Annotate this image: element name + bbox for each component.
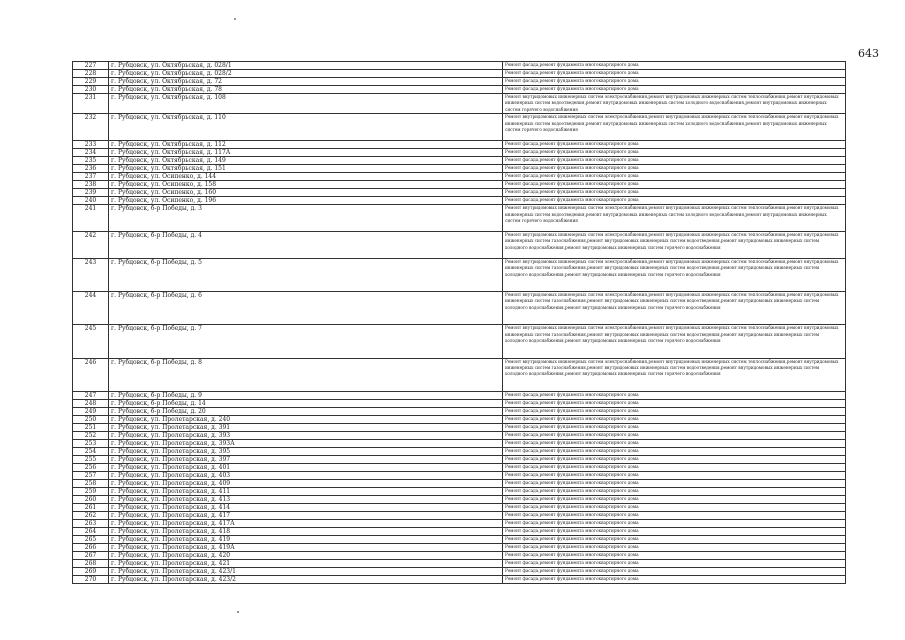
table-row (73, 358, 846, 391)
address-cell: г. Рубцовск, б-р Победы, д. 9 (109, 391, 503, 399)
address-cell: г. Рубцовск, ул. Пролетарская, д. 414 (109, 503, 503, 511)
repair-works-cell: Ремонт фасада,ремонт фундамента многоквартирного дома (503, 141, 846, 149)
table-row (73, 292, 846, 325)
table-row (73, 487, 846, 495)
row-number: 237 (73, 173, 109, 181)
table-row (73, 551, 846, 559)
repair-works-cell: Ремонт внутридомовых инженерных систем электроснабжения,ремонт внутридомовых инженерных систем теплоснабжения,ремонт внутридомовых инженерных систем водоотведения,ремонт внутридомовых инженерных систем холодного водоснабжения,ремонт внутридомовых инженерных систем горячего водоснабжения (503, 205, 846, 232)
table-row (73, 415, 846, 423)
repair-works-cell: Ремонт фасада,ремонт фундамента многоквартирного дома (503, 149, 846, 157)
address-cell: г. Рубцовск, ул. Октябрьская, д. 108 (109, 94, 503, 114)
address-cell: г. Рубцовск, ул. Пролетарская, д. 391 (109, 423, 503, 431)
table-row (73, 495, 846, 503)
table-row (73, 114, 846, 141)
row-number: 254 (73, 447, 109, 455)
table-row (73, 455, 846, 463)
row-number: 266 (73, 543, 109, 551)
address-cell: г. Рубцовск, ул. Пролетарская, д. 417А (109, 519, 503, 527)
address-cell: г. Рубцовск, ул. Осипенко, д. 158 (109, 181, 503, 189)
address-cell: г. Рубцовск, ул. Октябрьская, д. 117А (109, 149, 503, 157)
page-number: 643 (858, 47, 879, 60)
row-number: 253 (73, 439, 109, 447)
row-number: 244 (73, 292, 109, 325)
repair-works-cell: Ремонт фасада,ремонт фундамента многоквартирного дома (503, 173, 846, 181)
repair-works-cell: Ремонт фасада,ремонт фундамента многоквартирного дома (503, 567, 846, 575)
table-row (73, 431, 846, 439)
table-row (73, 86, 846, 94)
row-number: 259 (73, 487, 109, 495)
repair-works-cell: Ремонт фасада,ремонт фундамента многоквартирного дома (503, 62, 846, 70)
table-row (73, 439, 846, 447)
address-cell: г. Рубцовск, ул. Пролетарская, д. 419А (109, 543, 503, 551)
address-cell: г. Рубцовск, ул. Октябрьская, д. 78 (109, 86, 503, 94)
table-row (73, 189, 846, 197)
address-cell: г. Рубцовск, ул. Октябрьская, д. 028/2 (109, 70, 503, 78)
address-cell: г. Рубцовск, ул. Пролетарская, д. 419 (109, 535, 503, 543)
address-cell: г. Рубцовск, ул. Октябрьская, д. 151 (109, 165, 503, 173)
table-row (73, 399, 846, 407)
address-cell: г. Рубцовск, ул. Пролетарская, д. 423/1 (109, 567, 503, 575)
repair-works-cell: Ремонт фасада,ремонт фундамента многоквартирного дома (503, 519, 846, 527)
repair-works-cell: Ремонт внутридомовых инженерных систем электроснабжения,ремонт внутридомовых инженерных систем теплоснабжения,ремонт внутридомовых инженерных систем газоснабжения,ремонт внутридомовых инженерных систем водоотведения,ремонт внутридомовых инженерных систем холодного водоснабжения,ремонт внутридомовых инженерных систем горячего водоснабжения (503, 292, 846, 325)
repair-works-cell: Ремонт фасада,ремонт фундамента многоквартирного дома (503, 407, 846, 415)
address-cell: г. Рубцовск, ул. Пролетарская, д. 421 (109, 559, 503, 567)
repair-works-cell: Ремонт внутридомовых инженерных систем электроснабжения,ремонт внутридомовых инженерных систем теплоснабжения,ремонт внутридомовых инженерных систем газоснабжения,ремонт внутридомовых инженерных систем водоотведения,ремонт внутридомовых инженерных систем холодного водоснабжения,ремонт внутридомовых инженерных систем горячего водоснабжения (503, 258, 846, 291)
address-cell: г. Рубцовск, ул. Пролетарская, д. 420 (109, 551, 503, 559)
row-number: 255 (73, 455, 109, 463)
address-cell: г. Рубцовск, ул. Пролетарская, д. 393 (109, 431, 503, 439)
address-cell: г. Рубцовск, ул. Пролетарская, д. 423/2 (109, 575, 503, 583)
table-row (73, 543, 846, 551)
address-cell: г. Рубцовск, б-р Победы, д. 7 (109, 325, 503, 358)
table-row (73, 407, 846, 415)
row-number: 232 (73, 114, 109, 141)
repair-works-cell: Ремонт фасада,ремонт фундамента многоквартирного дома (503, 487, 846, 495)
address-cell: г. Рубцовск, б-р Победы, д. 14 (109, 399, 503, 407)
table-row (73, 479, 846, 487)
address-cell: г. Рубцовск, ул. Осипенко, д. 160 (109, 189, 503, 197)
repair-works-cell: Ремонт фасада,ремонт фундамента многоквартирного дома (503, 527, 846, 535)
table-row (73, 157, 846, 165)
repair-works-cell: Ремонт фасада,ремонт фундамента многоквартирного дома (503, 197, 846, 205)
row-number: 249 (73, 407, 109, 415)
repair-works-cell: Ремонт фасада,ремонт фундамента многоквартирного дома (503, 455, 846, 463)
address-cell: г. Рубцовск, ул. Октябрьская, д. 72 (109, 78, 503, 86)
row-number: 235 (73, 157, 109, 165)
table-row (73, 503, 846, 511)
scan-speck (237, 611, 239, 613)
row-number: 250 (73, 415, 109, 423)
row-number: 241 (73, 205, 109, 232)
row-number: 256 (73, 463, 109, 471)
row-number: 257 (73, 471, 109, 479)
repair-works-cell: Ремонт фасада,ремонт фундамента многоквартирного дома (503, 431, 846, 439)
table-row (73, 559, 846, 567)
table-row (73, 567, 846, 575)
repair-works-cell: Ремонт фасада,ремонт фундамента многоквартирного дома (503, 391, 846, 399)
repair-works-cell: Ремонт фасада,ремонт фундамента многоквартирного дома (503, 70, 846, 78)
row-number: 233 (73, 141, 109, 149)
address-cell: г. Рубцовск, ул. Пролетарская, д. 401 (109, 463, 503, 471)
row-number: 263 (73, 519, 109, 527)
table-row (73, 391, 846, 399)
repair-works-cell: Ремонт внутридомовых инженерных систем электроснабжения,ремонт внутридомовых инженерных систем теплоснабжения,ремонт внутридомовых инженерных систем газоснабжения,ремонт внутридомовых инженерных систем водоотведения,ремонт внутридомовых инженерных систем холодного водоснабжения,ремонт внутридомовых инженерных систем горячего водоснабжения (503, 325, 846, 358)
row-number: 261 (73, 503, 109, 511)
address-cell: г. Рубцовск, ул. Осипенко, д. 196 (109, 197, 503, 205)
repair-works-cell: Ремонт внутридомовых инженерных систем электроснабжения,ремонт внутридомовых инженерных систем теплоснабжения,ремонт внутридомовых инженерных систем водоотведения,ремонт внутридомовых инженерных систем холодного водоснабжения,ремонт внутридомовых инженерных систем горячего водоснабжения (503, 114, 846, 141)
address-cell: г. Рубцовск, б-р Победы, д. 6 (109, 292, 503, 325)
scan-speck (234, 18, 236, 20)
table-row (73, 62, 846, 70)
table-row (73, 205, 846, 232)
table-row (73, 173, 846, 181)
row-number: 264 (73, 527, 109, 535)
row-number: 246 (73, 358, 109, 391)
table-row (73, 535, 846, 543)
repair-works-cell: Ремонт фасада,ремонт фундамента многоквартирного дома (503, 551, 846, 559)
repair-works-cell: Ремонт фасада,ремонт фундамента многоквартирного дома (503, 165, 846, 173)
repair-works-cell: Ремонт внутридомовых инженерных систем электроснабжения,ремонт внутридомовых инженерных систем теплоснабжения,ремонт внутридомовых инженерных систем водоотведения,ремонт внутридомовых инженерных систем холодного водоснабжения,ремонт внутридомовых инженерных систем горячего водоснабжения (503, 94, 846, 114)
row-number: 270 (73, 575, 109, 583)
repair-works-cell: Ремонт фасада,ремонт фундамента многоквартирного дома (503, 447, 846, 455)
table-row (73, 165, 846, 173)
repair-works-cell: Ремонт фасада,ремонт фундамента многоквартирного дома (503, 78, 846, 86)
repair-works-cell: Ремонт фасада,ремонт фундамента многоквартирного дома (503, 463, 846, 471)
address-cell: г. Рубцовск, ул. Осипенко, д. 144 (109, 173, 503, 181)
row-number: 229 (73, 78, 109, 86)
address-cell: г. Рубцовск, ул. Пролетарская, д. 393А (109, 439, 503, 447)
address-cell: г. Рубцовск, ул. Пролетарская, д. 395 (109, 447, 503, 455)
table-row (73, 447, 846, 455)
repair-works-cell: Ремонт фасада,ремонт фундамента многоквартирного дома (503, 471, 846, 479)
row-number: 268 (73, 559, 109, 567)
table-row (73, 149, 846, 157)
table-row (73, 519, 846, 527)
repair-works-cell: Ремонт фасада,ремонт фундамента многоквартирного дома (503, 439, 846, 447)
housing-repair-table (72, 61, 846, 584)
table-row (73, 423, 846, 431)
table-row (73, 258, 846, 291)
repair-works-cell: Ремонт фасада,ремонт фундамента многоквартирного дома (503, 511, 846, 519)
repair-works-cell: Ремонт фасада,ремонт фундамента многоквартирного дома (503, 189, 846, 197)
address-cell: г. Рубцовск, ул. Пролетарская, д. 418 (109, 527, 503, 535)
repair-works-cell: Ремонт фасада,ремонт фундамента многоквартирного дома (503, 535, 846, 543)
repair-works-cell: Ремонт фасада,ремонт фундамента многоквартирного дома (503, 543, 846, 551)
address-cell: г. Рубцовск, б-р Победы, д. 4 (109, 231, 503, 258)
address-cell: г. Рубцовск, б-р Победы, д. 20 (109, 407, 503, 415)
address-cell: г. Рубцовск, ул. Пролетарская, д. 411 (109, 487, 503, 495)
address-cell: г. Рубцовск, ул. Пролетарская, д. 240 (109, 415, 503, 423)
table-row (73, 181, 846, 189)
table-row (73, 471, 846, 479)
table-row (73, 527, 846, 535)
address-cell: г. Рубцовск, ул. Октябрьская, д. 112 (109, 141, 503, 149)
repair-works-cell: Ремонт фасада,ремонт фундамента многоквартирного дома (503, 86, 846, 94)
row-number: 236 (73, 165, 109, 173)
address-cell: г. Рубцовск, б-р Победы, д. 5 (109, 258, 503, 291)
row-number: 262 (73, 511, 109, 519)
repair-works-cell: Ремонт фасада,ремонт фундамента многоквартирного дома (503, 495, 846, 503)
address-cell: г. Рубцовск, ул. Пролетарская, д. 409 (109, 479, 503, 487)
table-row (73, 94, 846, 114)
repair-works-cell: Ремонт фасада,ремонт фундамента многоквартирного дома (503, 423, 846, 431)
table-row (73, 231, 846, 258)
repair-works-cell: Ремонт фасада,ремонт фундамента многоквартирного дома (503, 181, 846, 189)
repair-works-cell: Ремонт фасада,ремонт фундамента многоквартирного дома (503, 559, 846, 567)
repair-works-cell: Ремонт фасада,ремонт фундамента многоквартирного дома (503, 479, 846, 487)
row-number: 247 (73, 391, 109, 399)
table-row (73, 141, 846, 149)
table-row (73, 463, 846, 471)
repair-works-cell: Ремонт фасада,ремонт фундамента многоквартирного дома (503, 503, 846, 511)
address-cell: г. Рубцовск, б-р Победы, д. 8 (109, 358, 503, 391)
row-number: 258 (73, 479, 109, 487)
row-number: 269 (73, 567, 109, 575)
row-number: 231 (73, 94, 109, 114)
repair-works-cell: Ремонт фасада,ремонт фундамента многоквартирного дома (503, 399, 846, 407)
row-number: 267 (73, 551, 109, 559)
row-number: 251 (73, 423, 109, 431)
table-row (73, 575, 846, 583)
row-number: 238 (73, 181, 109, 189)
row-number: 243 (73, 258, 109, 291)
repair-works-cell: Ремонт фасада,ремонт фундамента многоквартирного дома (503, 157, 846, 165)
address-cell: г. Рубцовск, ул. Пролетарская, д. 403 (109, 471, 503, 479)
repair-works-cell: Ремонт внутридомовых инженерных систем электроснабжения,ремонт внутридомовых инженерных систем теплоснабжения,ремонт внутридомовых инженерных систем газоснабжения,ремонт внутридомовых инженерных систем водоотведения,ремонт внутридомовых инженерных систем холодного водоснабжения,ремонт внутридомовых инженерных систем горячего водоснабжения (503, 358, 846, 391)
row-number: 239 (73, 189, 109, 197)
table-row (73, 70, 846, 78)
row-number: 248 (73, 399, 109, 407)
row-number: 252 (73, 431, 109, 439)
address-cell: г. Рубцовск, ул. Октябрьская, д. 149 (109, 157, 503, 165)
table-row (73, 511, 846, 519)
address-cell: г. Рубцовск, б-р Победы, д. 3 (109, 205, 503, 232)
row-number: 227 (73, 62, 109, 70)
row-number: 245 (73, 325, 109, 358)
address-cell: г. Рубцовск, ул. Октябрьская, д. 110 (109, 114, 503, 141)
address-cell: г. Рубцовск, ул. Пролетарская, д. 417 (109, 511, 503, 519)
table-row (73, 197, 846, 205)
table-row (73, 325, 846, 358)
row-number: 228 (73, 70, 109, 78)
repair-works-cell: Ремонт внутридомовых инженерных систем электроснабжения,ремонт внутридомовых инженерных систем теплоснабжения,ремонт внутридомовых инженерных систем газоснабжения,ремонт внутридомовых инженерных систем водоотведения,ремонт внутридомовых инженерных систем холодного водоснабжения,ремонт внутридомовых инженерных систем горячего водоснабжения (503, 231, 846, 258)
address-cell: г. Рубцовск, ул. Пролетарская, д. 397 (109, 455, 503, 463)
address-cell: г. Рубцовск, ул. Пролетарская, д. 413 (109, 495, 503, 503)
row-number: 265 (73, 535, 109, 543)
repair-works-cell: Ремонт фасада,ремонт фундамента многоквартирного дома (503, 415, 846, 423)
row-number: 260 (73, 495, 109, 503)
table-row (73, 78, 846, 86)
repair-works-cell: Ремонт фасада,ремонт фундамента многоквартирного дома (503, 575, 846, 583)
row-number: 242 (73, 231, 109, 258)
row-number: 230 (73, 86, 109, 94)
row-number: 234 (73, 149, 109, 157)
address-cell: г. Рубцовск, ул. Октябрьская, д. 028/1 (109, 62, 503, 70)
row-number: 240 (73, 197, 109, 205)
